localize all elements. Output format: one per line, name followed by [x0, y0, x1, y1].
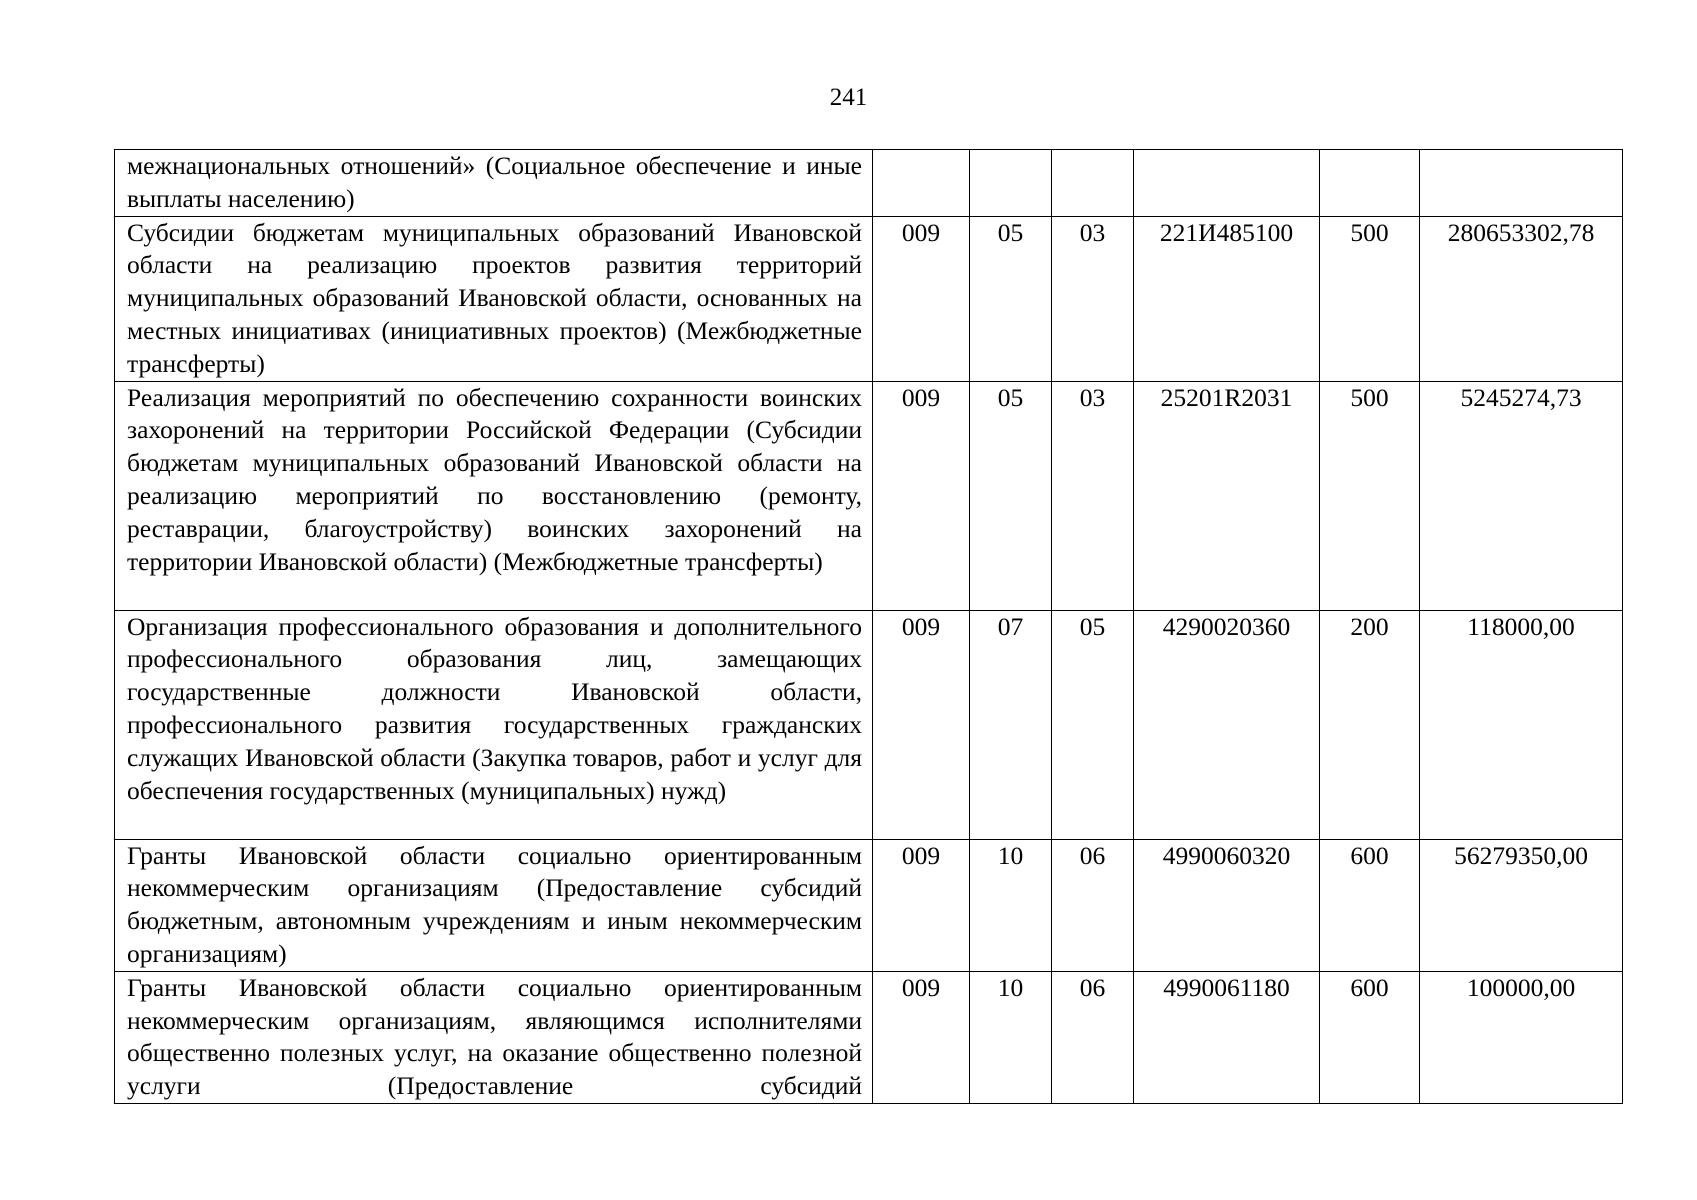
target-article-cell: 221И485100 — [1134, 216, 1320, 381]
expense-type-cell: 200 — [1320, 610, 1420, 839]
expense-type-cell: 600 — [1320, 971, 1420, 1103]
expense-type-cell — [1320, 150, 1420, 217]
section-code-cell: 10 — [970, 839, 1052, 971]
section-code-cell: 05 — [970, 381, 1052, 610]
table-row — [115, 150, 1623, 217]
table-row — [115, 610, 1623, 839]
section-code-cell: 07 — [970, 610, 1052, 839]
sum-cell: 280653302,78 — [1420, 216, 1623, 381]
row-name-cell: межнациональных отношений» (Социальное обеспечение и иные выплаты населению) — [115, 150, 873, 217]
expense-type-cell: 500 — [1320, 381, 1420, 610]
sum-cell: 118000,00 — [1420, 610, 1623, 839]
target-article-cell: 4990061180 — [1134, 971, 1320, 1103]
table-row — [115, 381, 1623, 610]
subsection-code-cell: 03 — [1052, 381, 1134, 610]
section-code-cell — [970, 150, 1052, 217]
row-name-cell: Субсидии бюджетам муниципальных образований Ивановской области на реализацию проектов развития территорий муниципальных образований Ивановской области, основанных на местных инициативах (инициативных проектов) (Межбюджетные трансферты) — [115, 216, 873, 381]
expense-type-cell: 500 — [1320, 216, 1420, 381]
sum-cell: 100000,00 — [1420, 971, 1623, 1103]
page-number: 241 — [829, 84, 868, 111]
ministry-code-cell: 009 — [873, 839, 970, 971]
ministry-code-cell: 009 — [873, 381, 970, 610]
target-article-cell: 4990060320 — [1134, 839, 1320, 971]
sum-cell: 56279350,00 — [1420, 839, 1623, 971]
ministry-code-cell: 009 — [873, 610, 970, 839]
subsection-code-cell: 03 — [1052, 216, 1134, 381]
sum-cell — [1420, 150, 1623, 217]
target-article-cell: 4290020360 — [1134, 610, 1320, 839]
subsection-code-cell: 06 — [1052, 971, 1134, 1103]
row-name-cell: Гранты Ивановской области социально ориентированным некоммерческим организациям (Предоставление субсидий бюджетным, автономным учреждениям и иным некоммерческим организациям) — [115, 839, 873, 971]
row-name-cell: Реализация мероприятий по обеспечению сохранности воинских захоронений на территории Российской Федерации (Субсидии бюджетам муниципальных образований Ивановской области на реализацию мероприятий по восстановлению (ремонту, реставрации, благоустройству) воинских захоронений на территории Ивановской области) (Межбюджетные трансферты) — [115, 381, 873, 610]
ministry-code-cell: 009 — [873, 971, 970, 1103]
row-name-cell: Организация профессионального образования и дополнительного профессионального образования лиц, замещающих государственные должности Ивановской области, профессионального развития государственных гражданских служащих Ивановской области (Закупка товаров, работ и услуг для обеспечения государственных (муниципальных) нужд) — [115, 610, 873, 839]
table-row — [115, 839, 1623, 971]
target-article-cell — [1134, 150, 1320, 217]
target-article-cell: 25201R2031 — [1134, 381, 1320, 610]
budget-table — [114, 149, 1623, 1104]
ministry-code-cell: 009 — [873, 216, 970, 381]
subsection-code-cell: 06 — [1052, 839, 1134, 971]
row-name-cell: Гранты Ивановской области социально ориентированным некоммерческим организациям, являющимся исполнителями общественно полезных услуг, на оказание общественно полезной услуги (Предоставление субсидий — [115, 971, 873, 1103]
ministry-code-cell — [873, 150, 970, 217]
section-code-cell: 05 — [970, 216, 1052, 381]
subsection-code-cell — [1052, 150, 1134, 217]
section-code-cell: 10 — [970, 971, 1052, 1103]
table-row — [115, 216, 1623, 381]
table-row — [115, 971, 1623, 1103]
expense-type-cell: 600 — [1320, 839, 1420, 971]
subsection-code-cell: 05 — [1052, 610, 1134, 839]
sum-cell: 5245274,73 — [1420, 381, 1623, 610]
